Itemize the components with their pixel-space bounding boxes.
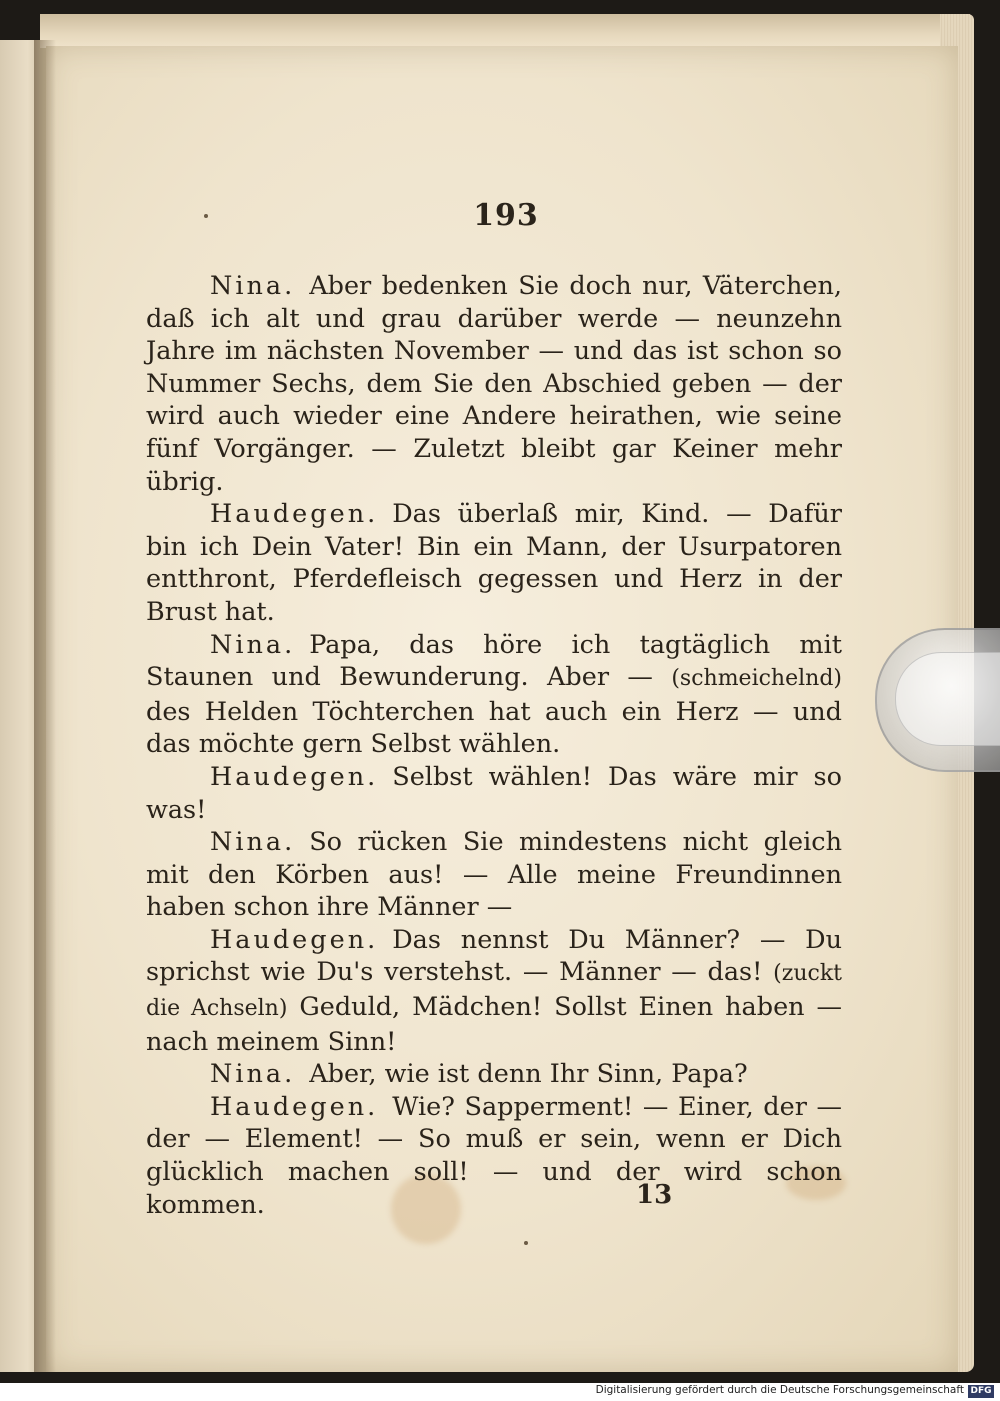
book-top-edge	[40, 14, 970, 48]
dialogue-paragraph	[146, 924, 842, 1058]
dialogue-text: Wie? Sapperment! — Einer, der — der — Element! — So muß er sein, wenn er Dich glücklich machen soll! — und der wird schon kommen.	[146, 1091, 842, 1220]
speaker-name: Haudegen.	[210, 761, 379, 792]
dialogue-paragraph	[146, 1091, 842, 1221]
paper-speck	[524, 1241, 528, 1245]
digitization-credit: Digitalisierung gefördert durch die Deutsche Forschungsgemeinschaft	[595, 1384, 964, 1396]
dialogue-paragraph	[146, 1058, 842, 1091]
dialogue-paragraph	[146, 270, 842, 498]
dialogue-text: des Helden Töchterchen hat auch ein Herz — und das möchte gern Selbst wählen.	[146, 696, 842, 760]
speaker-name: Haudegen.	[210, 1091, 379, 1122]
dialogue-paragraph	[146, 761, 842, 826]
page-number: 193	[473, 198, 539, 233]
page-text	[146, 270, 842, 1221]
dialogue-text: Das überlaß mir, Kind. — Dafür bin ich Dein Vater! Bin ein Mann, der Usurpatoren entthront, Pferdefleisch gegessen und Herz in der Brust hat.	[146, 499, 842, 627]
dialogue-text: Geduld, Mädchen! Sollst Einen haben — nach meinem Sinn!	[146, 992, 843, 1057]
page-clip	[875, 628, 1000, 772]
binding-shadow	[34, 40, 56, 1372]
dialogue-text: Selbst wählen! Das wäre mir so was!	[146, 761, 842, 825]
stage-direction: (zuckt die Achseln)	[146, 961, 842, 1022]
stage-direction: (schmeichelnd)	[671, 666, 842, 692]
dialogue-paragraph	[146, 826, 842, 924]
speaker-name: Nina.	[210, 629, 296, 660]
dialogue-text: So rücken Sie mindestens nicht gleich mit den Körben aus! — Alle meine Freundinnen haben schon ihre Männer —	[146, 827, 842, 923]
speaker-name: Haudegen.	[210, 499, 379, 530]
speaker-name: Nina.	[210, 271, 296, 301]
dialogue-text: Papa, das höre ich tagtäglich mit Staunen und Bewunderung. Aber —	[146, 629, 842, 693]
speaker-name: Haudegen.	[210, 924, 379, 955]
dialogue-text: Das nennst Du Männer? — Du sprichst wie Du's verstehst. — Männer — das!	[146, 924, 842, 988]
dialogue-text: Aber, wie ist denn Ihr Sinn, Papa?	[309, 1059, 748, 1090]
dialogue-text: Aber bedenken Sie doch nur, Väterchen, daß ich alt und grau darüber werde — neunzehn Jahre im nächsten November — und das ist schon so Nummer Sechs, dem Sie den Abschied geben — der wird auch wieder eine Andere heirathen, wie seine fünf Vorgänger. — Zuletzt bleibt gar Keiner mehr übrig.	[146, 271, 842, 497]
dfg-logo: DFG	[968, 1385, 994, 1398]
signature-mark: 13	[636, 1180, 673, 1210]
speaker-name: Nina.	[210, 1059, 296, 1090]
dialogue-paragraph	[146, 498, 842, 628]
speaker-name: Nina.	[210, 827, 296, 858]
page-clip-inner	[895, 652, 1000, 746]
dialogue-paragraph	[146, 629, 842, 761]
